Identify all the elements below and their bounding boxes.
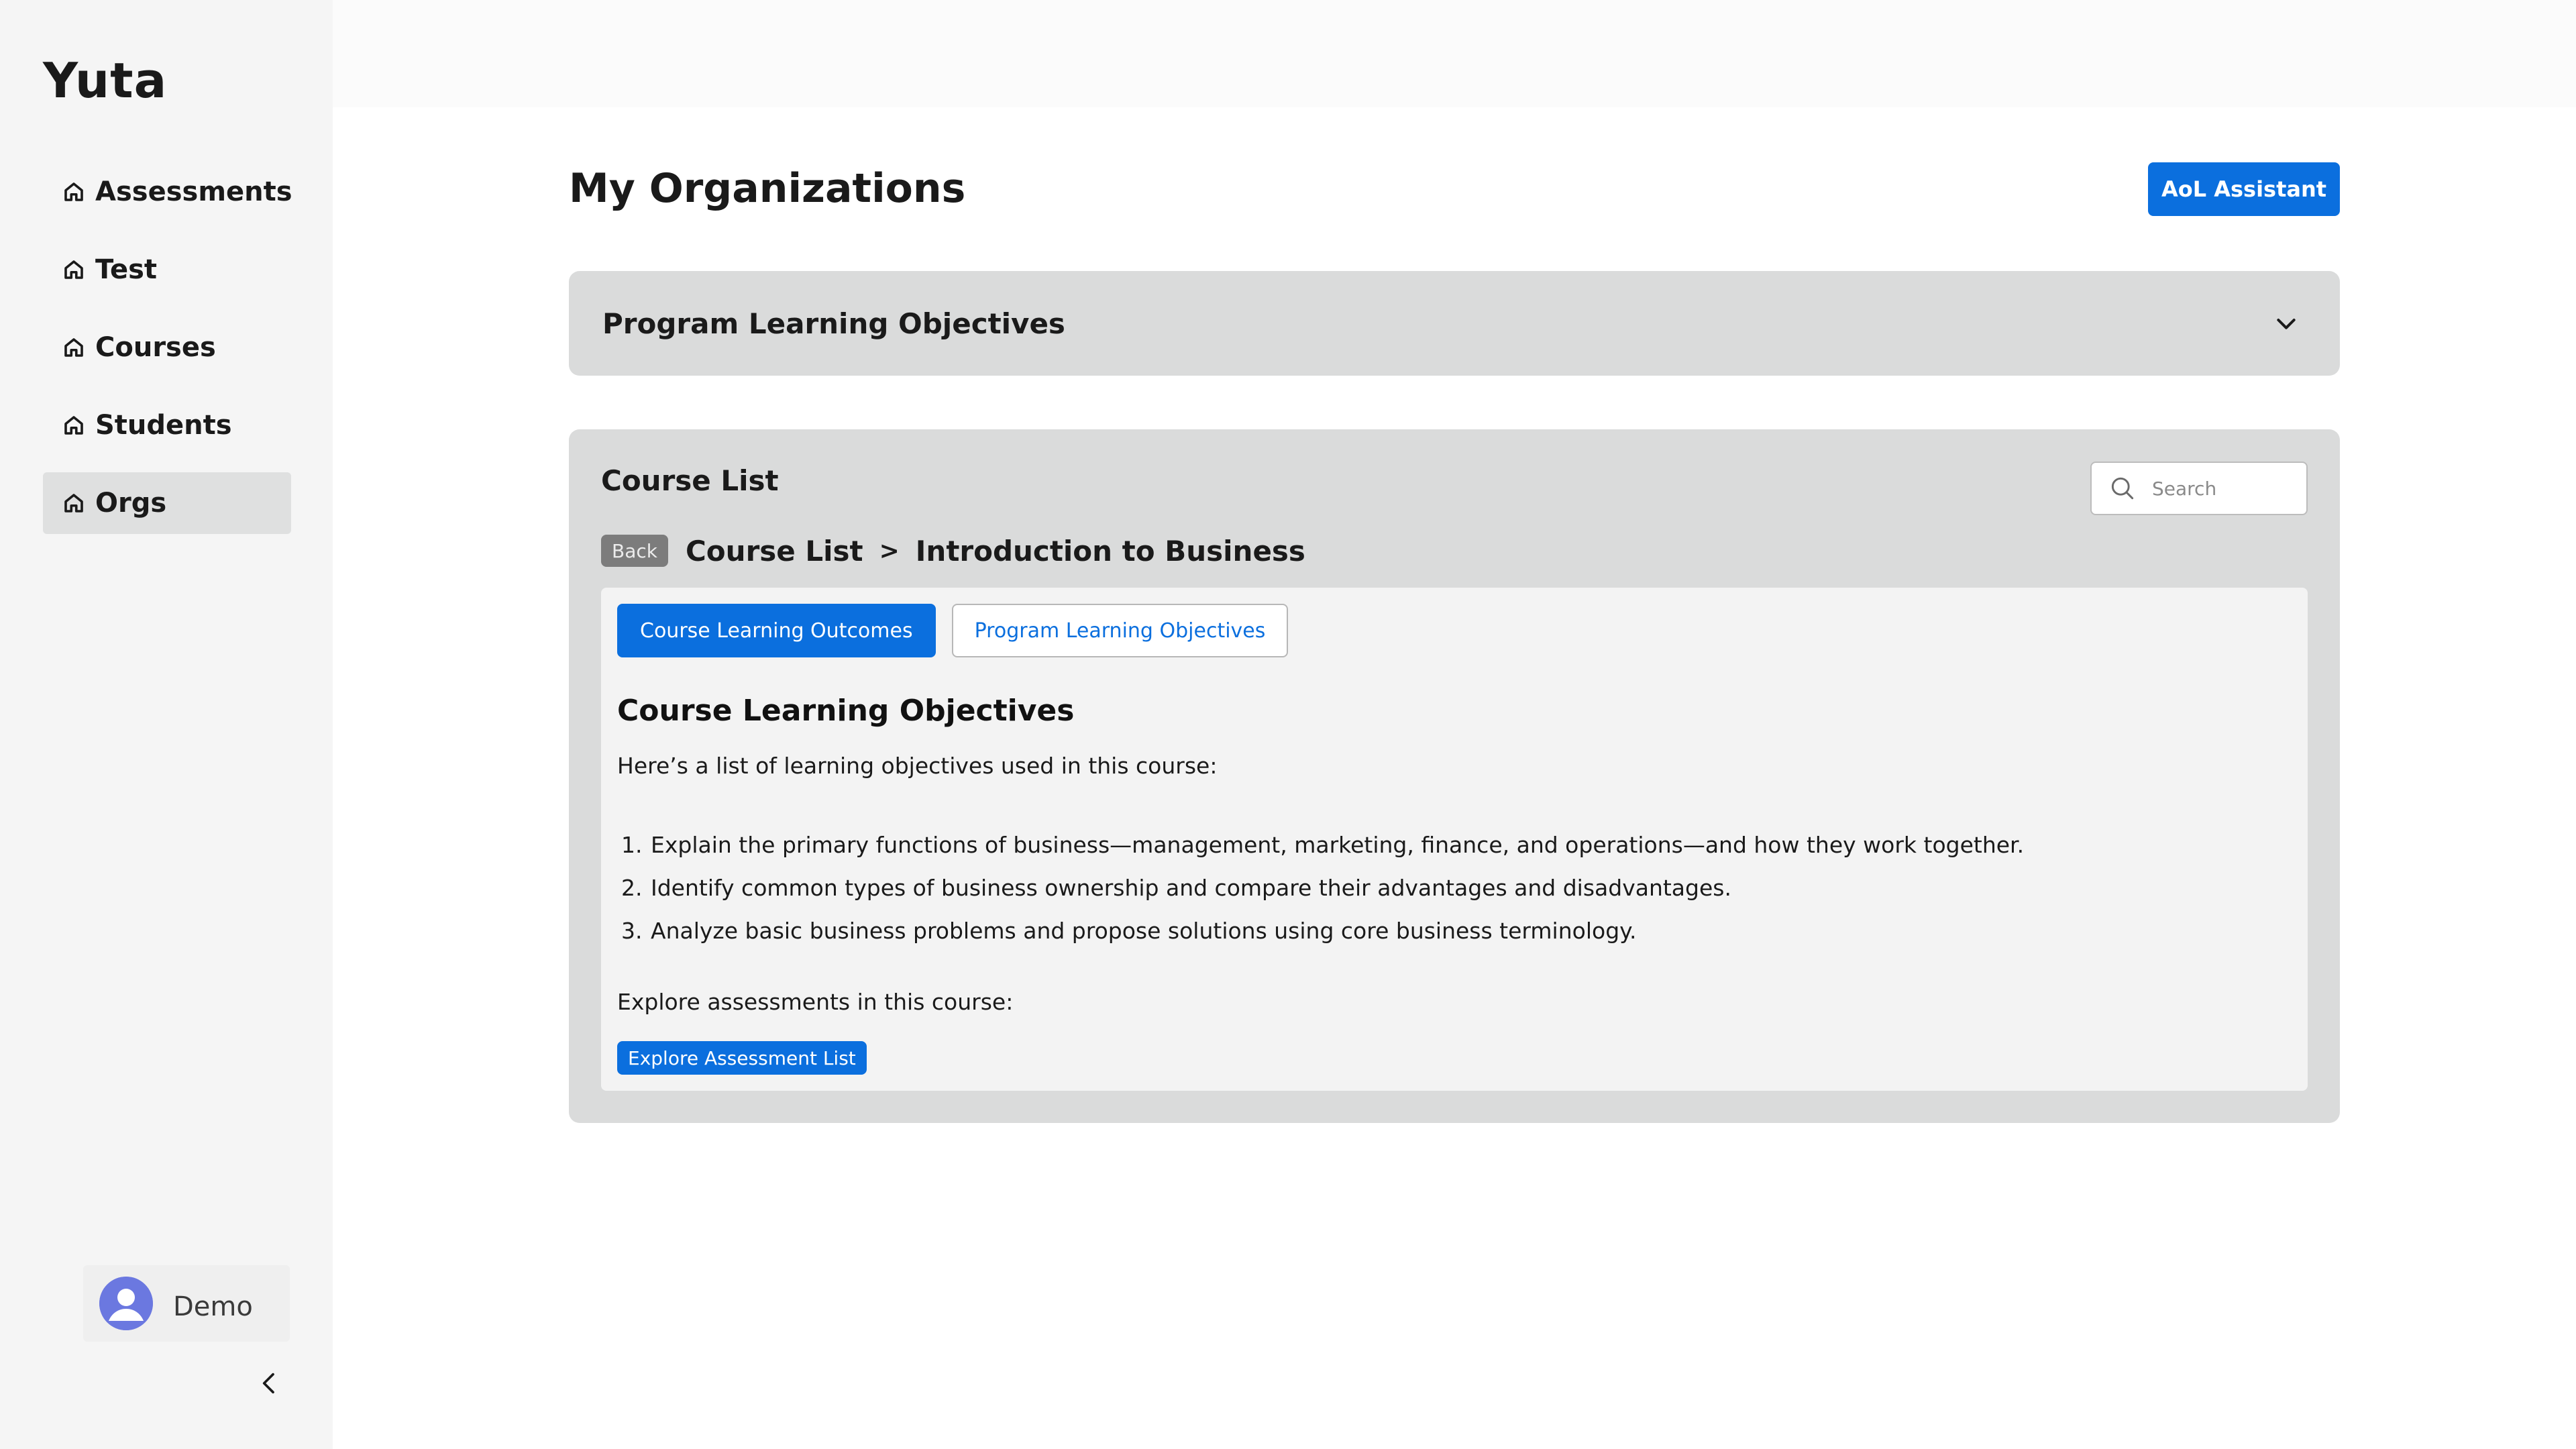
home-icon [62,180,86,204]
home-icon [62,491,86,515]
sidebar-item-label: Test [95,254,158,285]
chevron-down-icon [2273,310,2300,337]
search-input[interactable] [2151,477,2298,500]
intro-text: Here’s a list of learning objectives used in this course: [617,753,1218,779]
list-item: 1. Explain the primary functions of business—management, marketing, finance, and operations—and how they work together. [649,824,2281,867]
tab-program-learning-objectives[interactable]: Program Learning Objectives [952,604,1289,657]
section-heading: Course Learning Objectives [617,694,1075,728]
sidebar-item-courses[interactable] [43,317,291,378]
explore-assessment-list-button[interactable]: Explore Assessment List [617,1041,867,1075]
top-band [333,0,2576,107]
sidebar-item-label: Orgs [95,488,167,519]
breadcrumb-separator: > [879,537,900,565]
objectives-list [617,824,2281,953]
page-title: My Organizations [569,165,966,212]
breadcrumb [601,534,1305,568]
home-icon [62,413,86,437]
sidebar-item-assessments[interactable] [43,161,291,223]
panel-title: Course List [601,464,779,497]
explore-text: Explore assessments in this course: [617,989,1014,1015]
list-item: 2. Identify common types of business ownership and compare their advantages and disadvantages. [649,867,2281,910]
collapse-sidebar-button[interactable] [256,1368,283,1401]
sidebar [0,0,333,1449]
sidebar-item-orgs[interactable] [43,472,291,534]
course-detail-card [601,588,2308,1091]
search-box[interactable] [2090,462,2308,515]
sidebar-item-students[interactable] [43,394,291,456]
back-button[interactable]: Back [601,535,668,567]
sidebar-nav [43,161,291,550]
course-list-panel [569,429,2340,1123]
list-item: 3. Analyze basic business problems and propose solutions using core business terminology. [649,910,2281,953]
home-icon [62,258,86,282]
home-icon [62,335,86,360]
program-objectives-accordion[interactable] [569,271,2340,376]
aol-assistant-button[interactable]: AoL Assistant [2148,162,2340,216]
user-profile[interactable] [83,1265,290,1342]
tab-bar [617,604,1304,657]
brand-logo: Yuta [43,52,168,109]
breadcrumb-current: Introduction to Business [915,534,1305,568]
chevron-left-icon [256,1367,283,1402]
search-icon [2108,474,2137,503]
sidebar-item-label: Assessments [95,176,292,207]
breadcrumb-root[interactable]: Course List [685,534,863,568]
tab-course-learning-outcomes[interactable]: Course Learning Outcomes [617,604,936,657]
sidebar-item-test[interactable] [43,239,291,301]
user-name: Demo [173,1291,253,1322]
sidebar-item-label: Students [95,410,232,441]
accordion-title: Program Learning Objectives [602,307,1065,340]
sidebar-item-label: Courses [95,332,216,363]
user-avatar-icon [99,1277,153,1330]
